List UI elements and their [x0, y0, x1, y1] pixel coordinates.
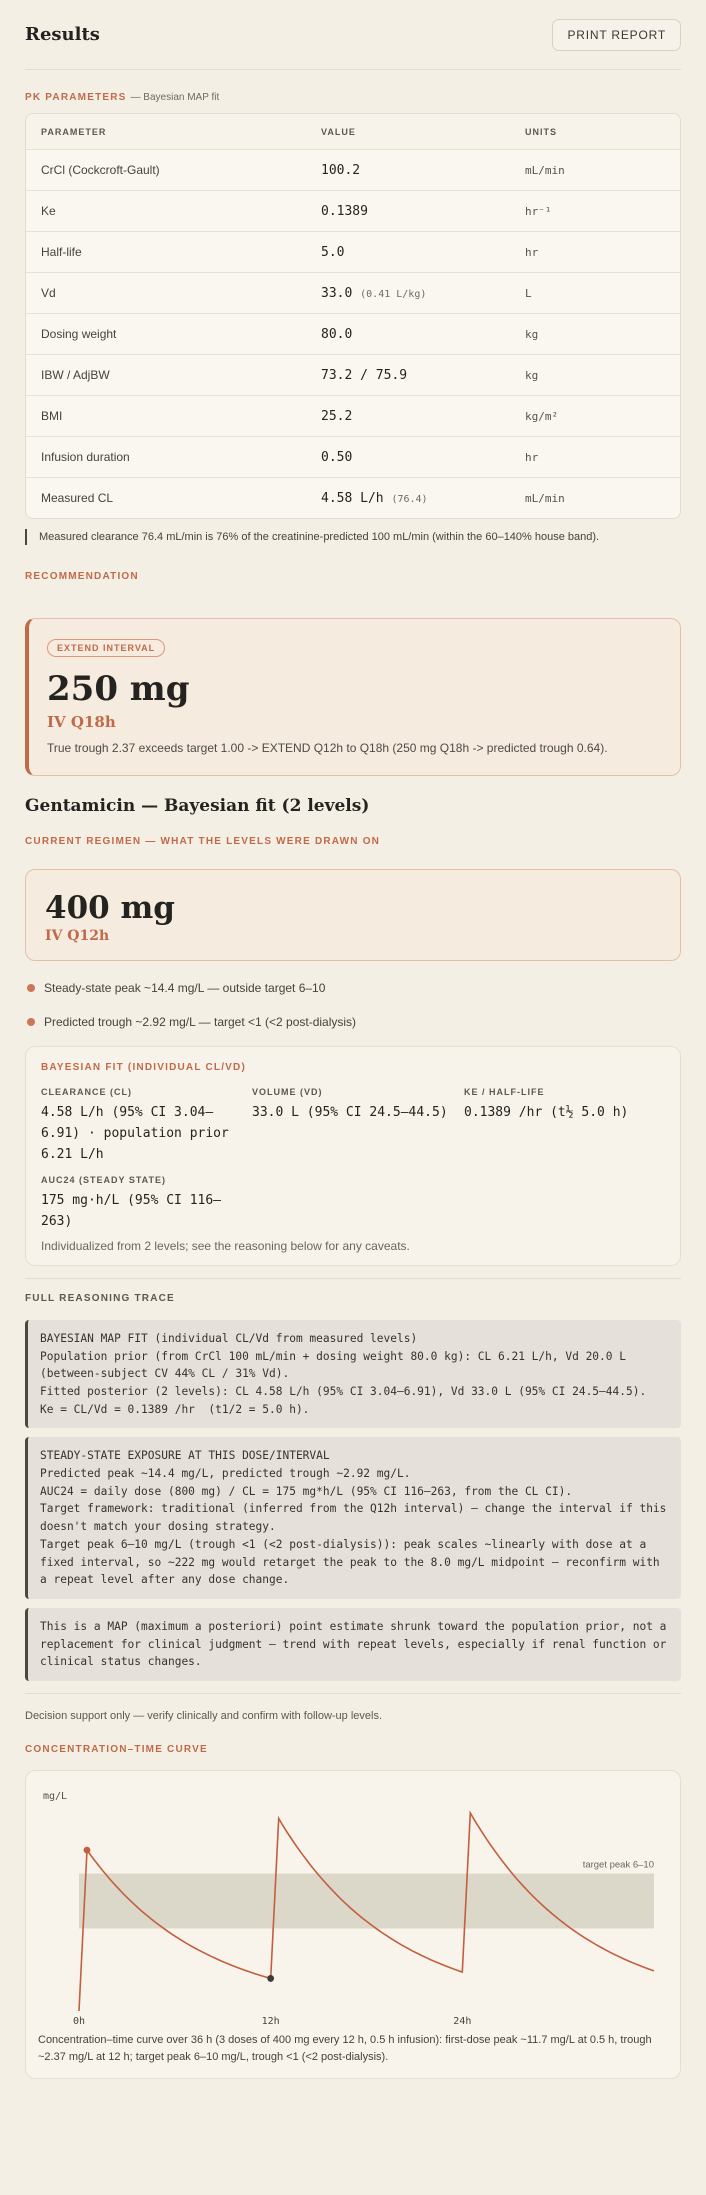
pk-section-title — [25, 92, 681, 103]
param-name: BMI — [41, 409, 63, 423]
param-units: kg/m² — [525, 409, 559, 423]
column-header-parameter: PARAMETER — [41, 126, 107, 137]
trace-block-exposure: STEADY-STATE EXPOSURE AT THIS DOSE/INTERVAL Predicted peak ~14.4 mg/L, predicted trough ~2.92 mg/L. AUC24 = daily dose (800 mg) / CL = 175 mg*h/L (95% CI 116–263, from the CL CI). Target framework: traditional (inferred from the Q12h interval) — change the interval if this doesn't match your dosing strategy. Target peak 6–10 mg/L (trough <1 (<2 post-dialysis)): peak scales ~linearly with dose at a fixed interval, so ~222 mg would retarget the peak to the 8.0 mg/L midpoint — reconfirm with a repeat level after any dose change. — [25, 1437, 681, 1599]
concentration-chart-card — [25, 1770, 681, 2079]
table-row — [26, 477, 680, 518]
bayesian-fit-title: BAYESIAN FIT (INDIVIDUAL CL/VD) — [41, 1062, 246, 1073]
param-units: kg — [525, 368, 539, 382]
param-units: hr — [525, 245, 539, 259]
peak-status-item — [25, 981, 681, 995]
param-value-main: 73.2 / 75.9 — [321, 367, 408, 383]
clearance-note: Measured clearance 76.4 mL/min is 76% of the creatinine-predicted 100 mL/min (within the 60–140% house band). — [25, 529, 681, 545]
trace-block-map-fit: BAYESIAN MAP FIT (individual CL/Vd from measured levels) Population prior (from CrCl 100 mL/min + dosing weight 80.0 kg): CL 6.21 L/h, Vd 20.0 L (between-subject CV 44% CL / 31% Vd). Fitted posterior (2 levels): CL 4.58 L/h (95% CI 3.04–6.91), Vd 33.0 L (95% CI 24.5–44.5). Ke = CL/Vd = 0.1389 /hr (t1/2 = 5.0 h). — [25, 1320, 681, 1428]
table-row — [26, 436, 680, 477]
pk-table — [25, 113, 681, 519]
auc-label: AUC24 (STEADY STATE) — [41, 1175, 167, 1186]
auc-value: 175 mg·h/L (95% CI 116–263) — [41, 1193, 222, 1230]
table-row — [26, 190, 680, 231]
param-value-main: 100.2 — [321, 162, 361, 178]
pk-subtitle: — Bayesian MAP fit — [130, 92, 220, 103]
fit-footnote: Individualized from 2 levels; see the reasoning below for any caveats. — [41, 1238, 410, 1253]
fit-ke — [464, 1087, 665, 1165]
data-point — [84, 1847, 91, 1854]
fit-auc — [41, 1175, 252, 1233]
table-row — [26, 313, 680, 354]
disclaimer: Decision support only — verify clinically and confirm with follow-up levels. — [25, 1693, 681, 1722]
target-band — [79, 1873, 654, 1928]
param-value-main: 25.2 — [321, 408, 353, 424]
param-value-main: 5.0 — [321, 244, 345, 260]
target-band-label: target peak 6–10 — [582, 1859, 654, 1871]
trough-status-text: Predicted trough ~2.92 mg/L — target <1 (<2 post-dialysis) — [44, 1015, 357, 1029]
recommended-dose: 250 mg — [47, 669, 190, 709]
param-name: Measured CL — [41, 491, 114, 505]
param-value — [307, 245, 511, 260]
param-units: mL/min — [525, 163, 565, 177]
drug-fit-title: Gentamicin — Bayesian fit (2 levels) — [25, 796, 370, 816]
volume-label: VOLUME (VD) — [252, 1087, 323, 1097]
param-units: L — [525, 286, 532, 300]
recommendation-title: RECOMMENDATION — [25, 571, 139, 582]
recommended-route: IV Q18h — [47, 713, 116, 731]
param-name: CrCl (Cockcroft-Gault) — [41, 163, 160, 177]
volume-value: 33.0 L (95% CI 24.5–44.5) — [252, 1105, 448, 1120]
status-dot-icon — [27, 1018, 35, 1026]
x-tick-label: 24h — [453, 2015, 472, 2027]
fit-clearance — [41, 1087, 252, 1165]
param-name: Infusion duration — [41, 450, 130, 464]
param-units: mL/min — [525, 491, 565, 505]
current-regimen-card — [25, 869, 681, 961]
pk-table-header — [26, 114, 680, 149]
param-value — [307, 450, 511, 465]
x-tick-label: 0h — [72, 2015, 86, 2027]
bayesian-fit-card — [25, 1046, 681, 1266]
clearance-value: 4.58 L/h (95% CI 3.04–6.91) · population prior 6.21 L/h — [41, 1105, 229, 1162]
clearance-label: CLEARANCE (CL) — [41, 1087, 132, 1097]
param-value-main: 33.0 — [321, 285, 353, 301]
pk-title: PK PARAMETERS — [25, 92, 127, 103]
current-dose: 400 mg — [45, 890, 175, 926]
param-units: hr — [525, 450, 539, 464]
param-name: Vd — [41, 286, 56, 300]
param-name: IBW / AdjBW — [41, 368, 110, 382]
param-value-main: 80.0 — [321, 326, 353, 342]
column-header-value: VALUE — [321, 126, 356, 137]
table-row — [26, 354, 680, 395]
current-regimen-label: CURRENT REGIMEN — WHAT THE LEVELS WERE DRAWN ON — [25, 836, 381, 847]
recommendation-text: True trough 2.37 exceeds target 1.00 -> EXTEND Q12h to Q18h (250 mg Q18h -> predicted trough 0.64). — [47, 741, 608, 755]
param-value — [307, 368, 511, 383]
recommendation-card — [25, 618, 681, 776]
data-point — [267, 1975, 274, 1982]
param-value-main: 4.58 L/h — [321, 490, 384, 506]
param-name: Dosing weight — [41, 327, 117, 341]
print-report-button[interactable]: PRINT REPORT — [552, 19, 681, 51]
divider — [25, 1278, 681, 1279]
param-value-main: 0.50 — [321, 449, 353, 465]
param-value-extra: (0.41 L/kg) — [360, 288, 427, 300]
param-units: hr⁻¹ — [525, 204, 552, 218]
param-value — [307, 491, 511, 506]
peak-status-text: Steady-state peak ~14.4 mg/L — outside target 6–10 — [44, 981, 326, 995]
y-axis-label: mg/L — [43, 1790, 68, 1802]
chart-caption: Concentration–time curve over 36 h (3 doses of 400 mg every 12 h, 0.5 h infusion): first-dose peak ~11.7 mg/L at 0.5 h, trough ~2.37 mg/L at 12 h; target peak 6–10 mg/L, trough <1 (<2 post-dialysis). — [38, 2033, 652, 2064]
param-value-main: 0.1389 — [321, 203, 368, 219]
param-name: Ke — [41, 204, 56, 218]
param-value — [307, 204, 511, 219]
table-row — [26, 272, 680, 313]
param-value — [307, 327, 511, 342]
ke-value: 0.1389 /hr (t½ 5.0 h) — [464, 1105, 629, 1120]
param-value — [307, 409, 511, 424]
header — [25, 0, 681, 70]
trough-status-item — [25, 1015, 681, 1029]
table-row — [26, 149, 680, 190]
param-name: Half-life — [41, 245, 82, 259]
table-row — [26, 231, 680, 272]
status-dot-icon — [27, 984, 35, 992]
trace-block-caveat: This is a MAP (maximum a posteriori) point estimate shrunk toward the population prior, not a replacement for clinical judgment — trend with repeat levels, especially if renal function or clinical status changes. — [25, 1608, 681, 1681]
pk-table-body — [26, 149, 680, 518]
param-value-extra: (76.4) — [391, 493, 428, 505]
extend-interval-badge: EXTEND INTERVAL — [47, 639, 165, 657]
fit-volume — [252, 1087, 464, 1165]
param-value — [307, 163, 511, 178]
x-tick-label: 12h — [261, 2015, 280, 2027]
page-title: Results — [25, 24, 100, 45]
param-value — [307, 286, 511, 301]
current-route: IV Q12h — [45, 928, 110, 944]
curve-title: CONCENTRATION–TIME CURVE — [25, 1743, 208, 1755]
column-header-units: UNITS — [525, 126, 557, 137]
param-units: kg — [525, 327, 539, 341]
ke-label: KE / HALF-LIFE — [464, 1087, 545, 1097]
table-row — [26, 395, 680, 436]
reasoning-trace-title: FULL REASONING TRACE — [25, 1292, 175, 1304]
fit-grid — [41, 1087, 665, 1165]
concentration-time-chart — [26, 1771, 680, 2029]
